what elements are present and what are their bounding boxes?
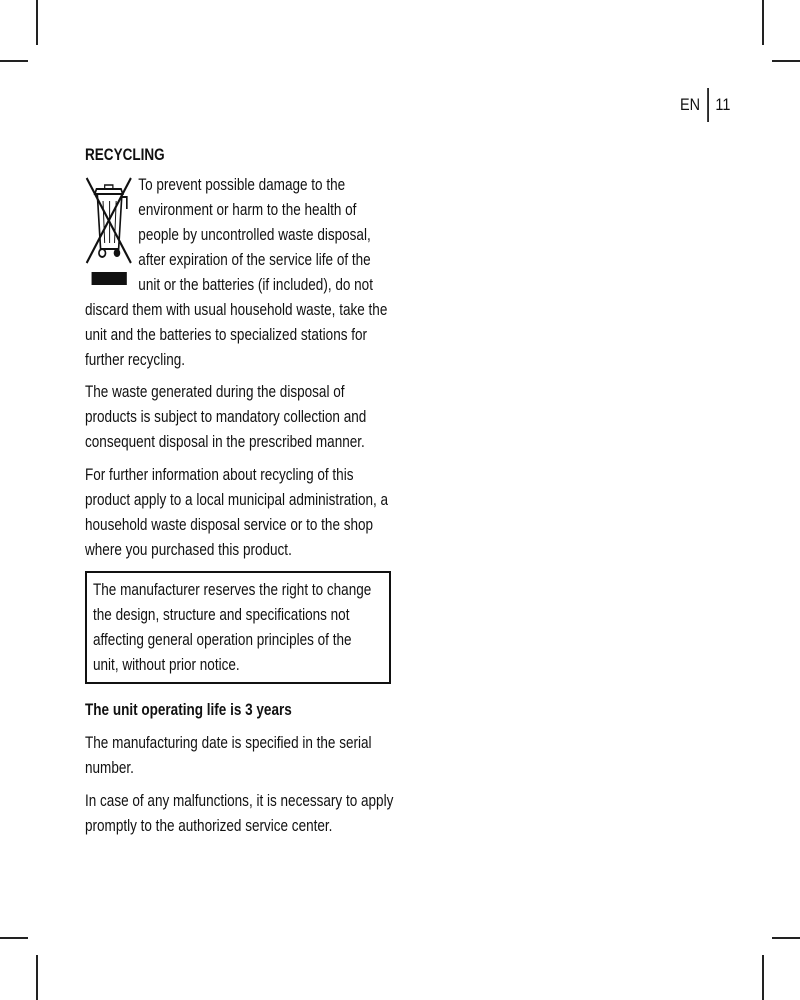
- crop-mark: [0, 60, 28, 62]
- recycling-block: [85, 173, 395, 373]
- manufacturer-notice-box: [85, 571, 391, 684]
- crop-mark: [762, 0, 764, 45]
- crop-mark: [0, 937, 28, 939]
- operating-life-heading: The unit operating life is 3 years: [85, 701, 292, 719]
- page-number: 11: [715, 95, 731, 114]
- crop-mark: [772, 937, 800, 939]
- malfunction-text: In case of any malfunctions, it is necessary to apply promptly to the authorized service center.: [85, 792, 394, 835]
- manufacturer-notice-text: The manufacturer reserves the right to change the design, structure and specifications not affecting general operation principles of the unit, without prior notice.: [93, 581, 372, 674]
- crop-mark: [36, 955, 38, 1000]
- header-divider: [707, 88, 709, 122]
- crop-mark: [36, 0, 38, 45]
- page-content: [85, 143, 395, 847]
- crop-mark: [772, 60, 800, 62]
- recycling-intro-text: To prevent possible damage to the environment or harm to the health of people by uncontrolled waste disposal, after expiration of the service life of the unit or the batteries (if included), do not discard them with usual household waste, take the unit and the batteries to specialized stations for further recycling.: [85, 176, 388, 369]
- page-header: [680, 88, 730, 122]
- recycling-heading: RECYCLING: [85, 146, 165, 164]
- crossed-out-wheelie-bin-icon: [85, 175, 133, 297]
- language-label: EN: [680, 95, 701, 114]
- recycling-info-paragraph: For further information about recycling of this product apply to a local municipal administration, a household waste disposal service or to the shop where you purchased this product.: [85, 466, 389, 559]
- manufacturing-date-text: The manufacturing date is specified in the serial number.: [85, 734, 372, 777]
- waste-paragraph: The waste generated during the disposal of products is subject to mandatory collection and consequent disposal in the prescribed manner.: [85, 383, 367, 451]
- crop-mark: [762, 955, 764, 1000]
